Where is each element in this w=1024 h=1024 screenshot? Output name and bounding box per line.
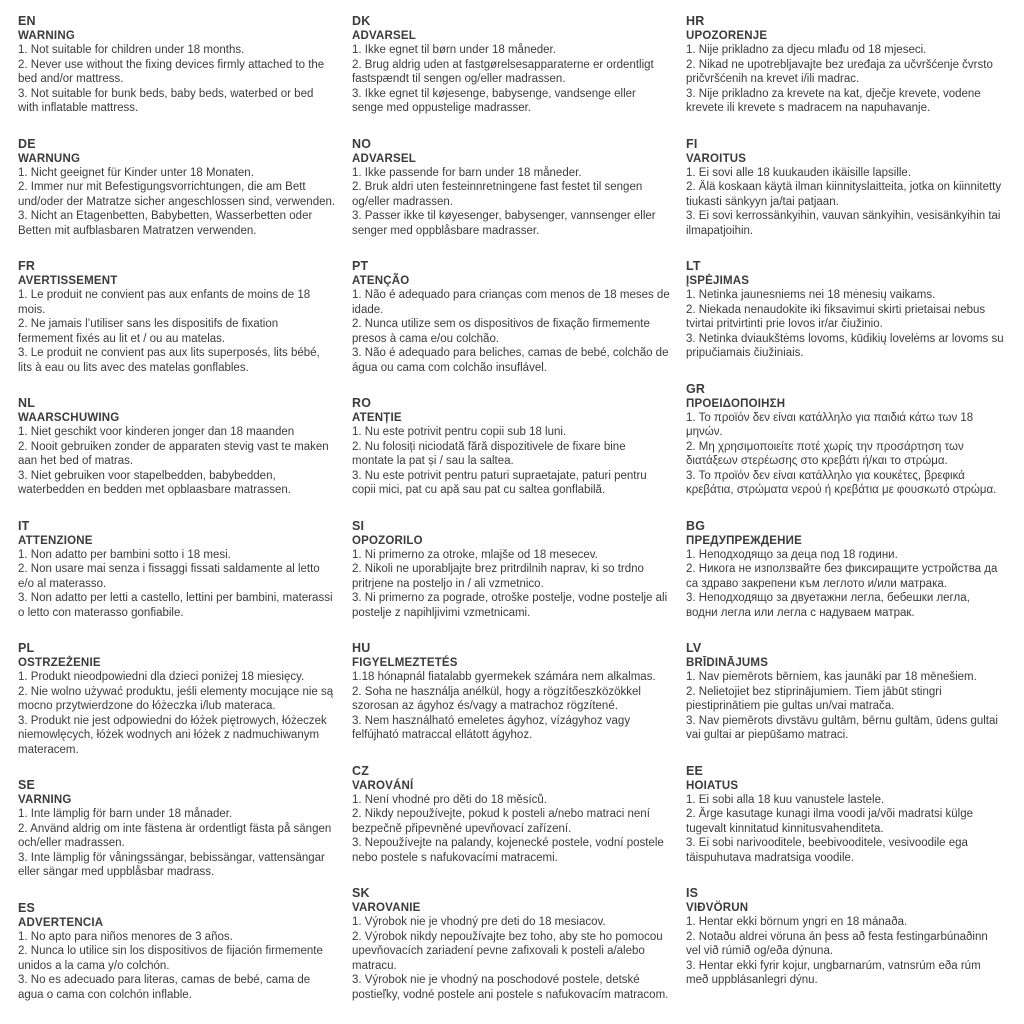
warning-heading: HOIATUS: [686, 779, 739, 792]
warning-item: 2. Μη χρησιμοποιείτε ποτέ χωρίς την προσάρτηση των διατάξεων στερέωσης στο κρεβάτι ή/και το στρώμα.: [686, 440, 964, 467]
warning-heading: FIGYELMEZTETÉS: [352, 657, 458, 669]
warning-item: 1. Nu este potrivit pentru copii sub 18 luni.: [352, 426, 567, 438]
warning-item: 3. Le produit ne convient pas aux lits superposés, lits bébé, lits à eau ou lits avec des matelas gonflables.: [18, 347, 320, 374]
warning-item: 1. Nije prikladno za djecu mlađu od 18 mjeseci.: [686, 44, 927, 56]
language-block-en: [18, 14, 336, 116]
warning-item: 2. Nu folosiți niciodată fără dispozitivele de fixare bine montate la pat și / sau la saltea.: [352, 440, 626, 467]
warning-heading: ADVERTENCIA: [18, 916, 104, 929]
language-code: FI: [686, 136, 698, 151]
language-code: BG: [686, 518, 706, 533]
warning-heading: VIÐVÖRUN: [686, 902, 749, 914]
language-block-hr: [686, 14, 1004, 116]
warning-item: 2. Non usare mai senza i fissaggi fissati saldamente al letto e/o al materasso.: [18, 563, 320, 590]
language-block-se: [18, 778, 336, 880]
language-block-fi: [686, 137, 1004, 239]
warning-item: 3. Výrobok nie je vhodný na poschodové postele, detské postieľky, vodné postele ani postele s nafukovacím matracom.: [352, 974, 669, 1001]
warning-item: 1. Hentar ekki börnum yngri en 18 mánaða.: [686, 916, 908, 928]
warning-item: 3. Ei sovi kerrossänkyihin, vauvan sänkyihin, vesisänkyihin tai ilmapatjoihin.: [686, 210, 1001, 237]
language-block-dk: [352, 14, 670, 116]
warning-item: 2. Nunca lo utilice sin los dispositivos de fijación firmemente unidos a la cama y/o colchón.: [18, 945, 323, 972]
warning-item: 2. Nikdy nepoužívejte, pokud k posteli a/nebo matraci není bezpečně připevněné upevňovací zařízení.: [352, 808, 650, 835]
warning-heading: ADVARSEL: [352, 152, 417, 165]
warning-item: 1. Неподходящо за деца под 18 години.: [686, 548, 898, 561]
column-3: [686, 14, 1004, 1014]
warning-item: 2. Niekada nenaudokite iki fiksavimui skirti prietaisai nebus tvirtai pritvirtinti prie lovos ir/ar čiužinio.: [686, 303, 986, 330]
language-code: PT: [352, 259, 369, 273]
language-block-lt: [686, 259, 1004, 361]
language-block-de: [18, 137, 336, 239]
warning-item: 3. Produkt nie jest odpowiedni do łóżek piętrowych, łóżeczek niemowlęcych, łóżek wodnych ani łóżek z nadmuchiwanym materacem.: [18, 714, 327, 756]
language-code: CZ: [352, 763, 370, 778]
warning-item: 1. Inte lämplig för barn under 18 månader.: [18, 808, 233, 820]
warning-heading: ΠΡΟΕΙΔΟΠΟΙΗΣΗ: [686, 397, 786, 410]
warning-item: 1. Nav piemērots bērniem, kas jaunāki par 18 mēnešiem.: [686, 671, 977, 683]
language-code: DE: [18, 136, 36, 151]
warning-item: 2. Ärge kasutage kunagi ilma voodi ja/või madratsi külge tugevalt kinnitatud kinnitusvahenditeta.: [686, 808, 974, 835]
warning-item: 2. Výrobok nikdy nepoužívajte bez toho, aby ste ho pomocou upevňovacích zariadení pevne zafixovali k posteli a/alebo matracu.: [352, 930, 663, 972]
warning-item: 2. Notaðu aldrei vöruna án þess að festa festingarbúnaðinn vel við rúmið og/eða dýnuna.: [686, 930, 988, 957]
warning-heading: ATENÇÃO: [352, 275, 410, 287]
warning-item: 3. Ni primerno za pograde, otroške postelje, vodne postelje ali postelje z napihljivimi vzmetnicami.: [352, 592, 668, 619]
warning-heading: VAROITUS: [686, 152, 747, 165]
warning-item: 1. Not suitable for children under 18 months.: [18, 44, 245, 56]
warning-heading: WAARSCHUWING: [18, 412, 120, 424]
warning-heading: AVERTISSEMENT: [18, 275, 118, 287]
language-code: IT: [18, 518, 30, 533]
language-block-nl: [18, 396, 336, 498]
warning-heading: ADVARSEL: [352, 30, 417, 42]
language-block-lv: [686, 641, 1004, 743]
language-block-sk: [352, 886, 670, 1002]
language-block-ee: [686, 764, 1004, 866]
warning-item: 3. Nepoužívejte na palandy, kojenecké postele, vodní postele nebo postele s nafukovacími matracemi.: [352, 837, 664, 864]
warning-item: 2. Brug aldrig uden at fastgørelsesapparaterne er ordentligt fastspændt til sengen og/eller madrassen.: [352, 58, 654, 85]
warning-item: 2. Never use without the fixing devices firmly attached to the bed and/or mattress.: [18, 58, 325, 85]
warning-item: 1. Ikke passende for barn under 18 måneder.: [352, 166, 582, 179]
warning-item: 2. Ne jamais l’utiliser sans les dispositifs de fixation fermement fixés au lit et / ou au matelas.: [18, 318, 279, 345]
warning-heading: UPOZORENJE: [686, 30, 768, 42]
warning-item: 2. Bruk aldri uten festeinnretningene fast festet til sengen og/eller madrassen.: [352, 181, 643, 208]
warning-item: 1.18 hónapnál fiatalabb gyermekek számára nem alkalmas.: [352, 671, 656, 683]
warning-item: 3. Nav piemērots divstāvu gultām, bērnu gultām, ūdens gultai vai gultai ar piepūšamo matraci.: [686, 714, 998, 741]
warning-item: 1. Nicht geeignet für Kinder unter 18 Monaten.: [18, 166, 254, 179]
warning-item: 1. Ei sobi alla 18 kuu vanustele lastele.: [686, 793, 885, 806]
warning-item: 2. Nikad ne upotrebljavajte bez uređaja za učvršćenje čvrsto pričvršćenih na krevet i/ili madrac.: [686, 58, 993, 85]
warning-item: 2. Nie wolno używać produktu, jeśli elementy mocujące nie są mocno przytwierdzone do łóżeczka i/lub materaca.: [18, 685, 334, 712]
warning-item: 1. Výrobok nie je vhodný pre deti do 18 mesiacov.: [352, 916, 606, 928]
warning-heading: OSTRZEŻENIE: [18, 657, 101, 669]
language-code: SK: [352, 886, 370, 900]
warning-item: 1. Το προϊόν δεν είναι κατάλληλο για παιδιά κάτω των 18 μηνών.: [686, 411, 974, 438]
warning-heading: WARNUNG: [18, 152, 81, 165]
warning-item: 2. Älä koskaan käytä ilman kiinnityslaitteita, jotka on kiinnitetty tiukasti sänkyyn ja/tai patjaan.: [686, 181, 1002, 208]
language-code: HU: [352, 641, 371, 655]
warning-heading: ATTENZIONE: [18, 534, 93, 547]
language-code: IS: [686, 886, 699, 900]
language-block-bg: [686, 519, 1004, 621]
warning-item: 3. Ikke egnet til køjesenge, babysenge, vandsenge eller senge med oppustelige madrasser.: [352, 87, 636, 114]
warning-item: 3. Não é adequado para beliches, camas de bebé, colchão de água ou cama com colchão insuflável.: [352, 347, 669, 374]
warning-item: 1. Não é adequado para crianças com menos de 18 meses de idade.: [352, 289, 670, 316]
language-block-it: [18, 519, 336, 621]
warning-item: 1. No apto para niños menores de 3 años.: [18, 930, 233, 943]
language-block-gr: [686, 382, 1004, 498]
warning-item: 1. Ei sovi alle 18 kuukauden ikäisille lapsille.: [686, 166, 912, 179]
warning-item: 3. Неподходящо за двуетажни легла, бебешки легла, водни легла или легла с надуваем матрак.: [686, 592, 970, 619]
warning-item: 1. Není vhodné pro děti do 18 měsíců.: [352, 793, 547, 806]
language-block-is: [686, 886, 1004, 988]
language-code: DK: [352, 14, 371, 28]
language-block-hu: [352, 641, 670, 743]
language-code: PL: [18, 641, 35, 655]
warning-heading: VAROVÁNÍ: [352, 779, 414, 792]
language-block-si: [352, 519, 670, 621]
warning-item: 1. Ni primerno za otroke, mlajše od 18 mesecev.: [352, 548, 598, 561]
warning-item: 3. Ei sobi narivooditele, beebivooditele, vesivoodile ega täispuhutava madratsiga voodile.: [686, 837, 968, 864]
warning-item: 3. Netinka dviaukštėms lovoms, kūdikių lovelėms ar lovoms su pripučiamais čiužiniais.: [686, 332, 1004, 359]
language-block-ro: [352, 396, 670, 498]
language-code: NL: [18, 396, 36, 410]
warning-item: 3. Inte lämplig för våningssängar, bebissängar, vattensängar eller sängar med uppblåsbar madrass.: [18, 851, 325, 878]
warning-item: 1. Non adatto per bambini sotto i 18 mesi.: [18, 548, 231, 561]
language-code: LT: [686, 259, 701, 273]
warning-heading: ПРЕДУПРЕЖДЕНИЕ: [686, 534, 802, 547]
warning-heading: OPOZORILO: [352, 534, 423, 547]
language-block-pt: [352, 259, 670, 375]
warning-item: 1. Ikke egnet til børn under 18 måneder.: [352, 44, 556, 56]
language-code: NO: [352, 136, 372, 151]
warning-item: 2. Nelietojiet bez stiprinājumiem. Tiem jābūt stingri piestiprinātiem pie gultas un/vai matrača.: [686, 685, 942, 712]
warning-item: 3. Not suitable for bunk beds, baby beds, waterbed or bed with inflatable mattress.: [18, 87, 314, 114]
column-2: [352, 14, 670, 1014]
warning-item: 2. Никога не използвайте без фиксиращите устройства да са здраво закрепени към леглото и/или матрака.: [686, 563, 998, 590]
language-code: SE: [18, 778, 36, 792]
warning-heading: ĮSPĖJIMAS: [686, 275, 750, 287]
language-code: ES: [18, 900, 36, 915]
warning-item: 3. Nije prikladno za krevete na kat, dječje krevete, vodene krevete ili krevete s madracem na napuhavanje.: [686, 87, 981, 114]
warning-item: 3. Niet gebruiken voor stapelbedden, babybedden, waterbedden en bedden met opblaasbare matrassen.: [18, 469, 291, 496]
language-block-no: [352, 137, 670, 239]
warning-item: 3. Passer ikke til køyesenger, babysenger, vannsenger eller senger med oppblåsbare madrasser.: [352, 210, 656, 237]
language-code: LV: [686, 641, 702, 655]
warning-item: 2. Nikoli ne uporabljajte brez pritrdilnih naprav, ki so trdno pritrjene na posteljo in / ali vzmetnico.: [352, 563, 644, 590]
column-1: [18, 14, 336, 1014]
language-block-pl: [18, 641, 336, 757]
warning-heading: VAROVANIE: [352, 902, 421, 914]
language-code: HR: [686, 14, 705, 28]
warning-item: 2. Soha ne használja anélkül, hogy a rögzítőeszközökkel szorosan az ágyhoz és/vagy a matrachoz rögzítené.: [352, 685, 641, 712]
warning-heading: ATENȚIE: [352, 412, 402, 424]
language-code: GR: [686, 381, 706, 396]
warning-item: 3. Nu este potrivit pentru paturi supraetajate, paturi pentru copii mici, pat cu apă sau pat cu saltea gonflabilă.: [352, 469, 647, 496]
warning-item: 2. Nunca utilize sem os dispositivos de fixação firmemente presos à cama e/ou colchão.: [352, 318, 650, 345]
warning-item: 3. Το προϊόν δεν είναι κατάλληλο για κουκέτες, βρεφικά κρεβάτια, στρώματα νερού ή κρεβάτια με φουσκωτό στρώμα.: [686, 469, 997, 496]
language-block-cz: [352, 764, 670, 866]
language-code: FR: [18, 259, 36, 273]
warning-item: 3. Nem használható emeletes ágyhoz, vízágyhoz vagy felfújható matraccal ellátott ágyhoz.: [352, 714, 631, 741]
warning-heading: BRĪDINĀJUMS: [686, 657, 769, 669]
warning-heading: VARNING: [18, 794, 72, 806]
language-block-es: [18, 901, 336, 1003]
warning-heading: WARNING: [18, 30, 75, 42]
language-block-fr: [18, 259, 336, 375]
language-code: SI: [352, 518, 365, 533]
warning-item: 2. Använd aldrig om inte fästena är ordentligt fästa på sängen och/eller madrassen.: [18, 822, 332, 849]
warning-item: 3. No es adecuado para literas, camas de bebé, cama de agua o cama con colchón inflable.: [18, 974, 311, 1001]
warning-item: 3. Non adatto per letti a castello, lettini per bambini, materassi o letto con materasso gonfiabile.: [18, 592, 333, 619]
language-code: EE: [686, 763, 704, 778]
warning-item: 3. Nicht an Etagenbetten, Babybetten, Wasserbetten oder Betten mit aufblasbaren Matratzen verwenden.: [18, 210, 313, 237]
warning-item: 2. Immer nur mit Befestigungsvorrichtungen, die am Bett und/oder der Matratze sicher angeschlossen sind, verwenden.: [18, 181, 336, 208]
warning-item: 1. Netinka jaunesniems nei 18 mėnesių vaikams.: [686, 289, 936, 301]
warning-item: 1. Niet geschikt voor kinderen jonger dan 18 maanden: [18, 426, 295, 438]
language-code: RO: [352, 396, 372, 410]
warning-item: 3. Hentar ekki fyrir kojur, ungbarnarúm, vatnsrúm eða rúm með uppblásanlegri dýnu.: [686, 959, 981, 986]
warning-item: 1. Le produit ne convient pas aux enfants de moins de 18 mois.: [18, 289, 311, 316]
warning-item: 1. Produkt nieodpowiedni dla dzieci poniżej 18 miesięcy.: [18, 671, 305, 683]
language-code: EN: [18, 14, 36, 28]
warning-item: 2. Nooit gebruiken zonder de apparaten stevig vast te maken aan het bed of matras.: [18, 440, 329, 467]
